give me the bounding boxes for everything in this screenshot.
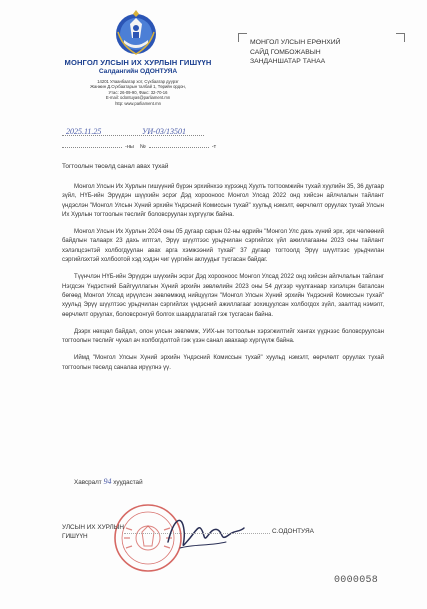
website-line: http: www.parliament.mn: [115, 100, 161, 106]
reply-date-suffix: -ны: [125, 144, 134, 150]
body-paragraph: Түүнчлэн НҮБ-ийн Эрүүдэн шүүхийн эсрэг Дэд хорооноос Монгол Улсад 2022 онд хийсэн айлчлалын тайланг Нэгдсэн Үндэстний Байгууллагын Хүний эрхийн зөвлөлийн 2023 оны 54 дүгээр чуулганаар хэлэлцэн баталсан бөгөөд Монгол Улсад ирүүлсэн зөвлөмжид нийцүүлэн "Монгол Улсын Хүний эрхийн Үндэсний Комиссын тухай" хуульд Эрүү шүүлтээс урьдчилан сэргийлэх үндэсний ажиллагааг зохицуулсан холбогдох зүйл, заалтад нэмэлт, өөрчлөлт оруулах, боловсронгуй болгох шаардлагатай гэж тусгасан байна.: [62, 274, 384, 318]
letter-subject: Тогтоолын төсөлд санал авах тухай: [62, 163, 169, 170]
reply-reference-line: [62, 141, 222, 151]
recipient-line: САЙД ГОМБОЖАВЫН: [250, 48, 321, 56]
letter-body: [62, 183, 384, 381]
recipient-block: [250, 38, 400, 67]
attachment-note: [74, 477, 143, 486]
signature-dotted-line: [124, 533, 270, 534]
reply-number-prefix: №: [139, 144, 146, 150]
reference-date-line: [62, 127, 204, 137]
email-line: E-mail: odontuyas@parliament.mn: [105, 95, 171, 101]
signatory-title: [62, 523, 124, 541]
signatory-title-line: УЛСЫН ИХ ХУРЛЫН: [62, 524, 125, 531]
attachment-prefix: Хавсралт: [74, 479, 102, 486]
address-line: 14201 Улаанбаатар хот, Сүхбаатар дүүрэг: [97, 79, 179, 84]
address-line: Утас: 26-09-90, Факс: 32-70-16: [108, 89, 168, 95]
body-paragraph: Монгол Улсын Их Хурлын гишүүний бүрэн эрхийнхээ хүрээнд Хуулъ тогтоомжийн тухай хуулийн 35, 36 дугаар зүйл, НҮБ-ийн Эрүүдэн шүүхийн эсрэг Дэд хорооноос Монгол Улсад 2022 онд хийсэн айлчлалын тайлант үндэслэн "Монгол Улсын Хүний эрхийн Үндэсний Комиссын тухай" хуульд нэмэлт, өөрчлөлт оруулах тухай Улсын Их Хурлын тогтоолын төслийг боловсруулан хүргүүлж байна.: [62, 184, 384, 218]
signatory-name: С.ОДОНТУЯА: [272, 528, 314, 535]
dotted-blank: [149, 141, 209, 148]
letter-number: УИ-03/13501: [142, 127, 187, 136]
parliament-name: МОНГОЛ УЛСЫН ИХ ХУРЛЫН ГИШҮҮН: [64, 58, 212, 67]
letterhead-address: [70, 79, 206, 106]
member-name-header: Салдангийн ОДОНТУЯА: [98, 68, 178, 75]
reply-number-suffix: -т: [211, 144, 217, 150]
reference-underline: [62, 135, 204, 136]
signatory-title-line: ГИШҮҮН: [62, 533, 88, 540]
dotted-blank: [62, 141, 122, 148]
attachment-page-count: 94: [103, 477, 112, 486]
attachment-suffix: хуудастай: [113, 479, 143, 486]
letter-date: 2025.11.25: [66, 127, 102, 136]
recipient-line: МОНГОЛ УЛСЫН ЕРӨНХИЙ: [250, 39, 341, 46]
recipient-bracket-left: [238, 33, 247, 42]
body-paragraph: Монгол Улсын Их Хурлын 2024 оны 05 дугаар сарын 02-ны өдрийн "Монгол Улс дахь хүний эрх, эрх чөлөөний байдлын талаарх 23 дахь илтгэл, Эрүү шүүлтээс урьдчилан сэргийлэх үйл ажиллагааны 2023 оны тайлант хэлэлцсэнтэй холбогдуулан авах арга хэмжээний тухай" 37 дугаар тогтоолд Эрүү шүүлтээс урьдчилан сэргийлэхтэй холбоотой хэд хэдэн чиг үүргийн аклуудыг тусгасан байдаг.: [62, 229, 384, 264]
body-paragraph: Дээрх нөхцөл байдал, олон улсын зөвлөмж, УИХ-ын тогтоолын хэрэгжилтийг хангах үүднээс боловсруулсан тогтоолын төслийг чухал ач холбогдолтой гэж үзэн санал авахаар хүргүүлж байна.: [62, 328, 384, 345]
mongolia-state-emblem-icon: [114, 10, 158, 56]
address-line: Жанжин Д.Сүхбаатарын талбай 1, Төрийн ордон,: [90, 84, 186, 90]
body-paragraph: Иймд "Монгол Улсын Хүний эрхийн Үндэсний Комиссын тухай" хуульд нэмэлт, өөрчлөлт оруулах тухай тогтоолын төсөлд саналаа ирүүлнэ үү.: [62, 355, 384, 371]
recipient-line: ЗАНДАНШАТАР ТАНАА: [250, 58, 326, 65]
document-serial-number: 0000058: [334, 575, 379, 586]
